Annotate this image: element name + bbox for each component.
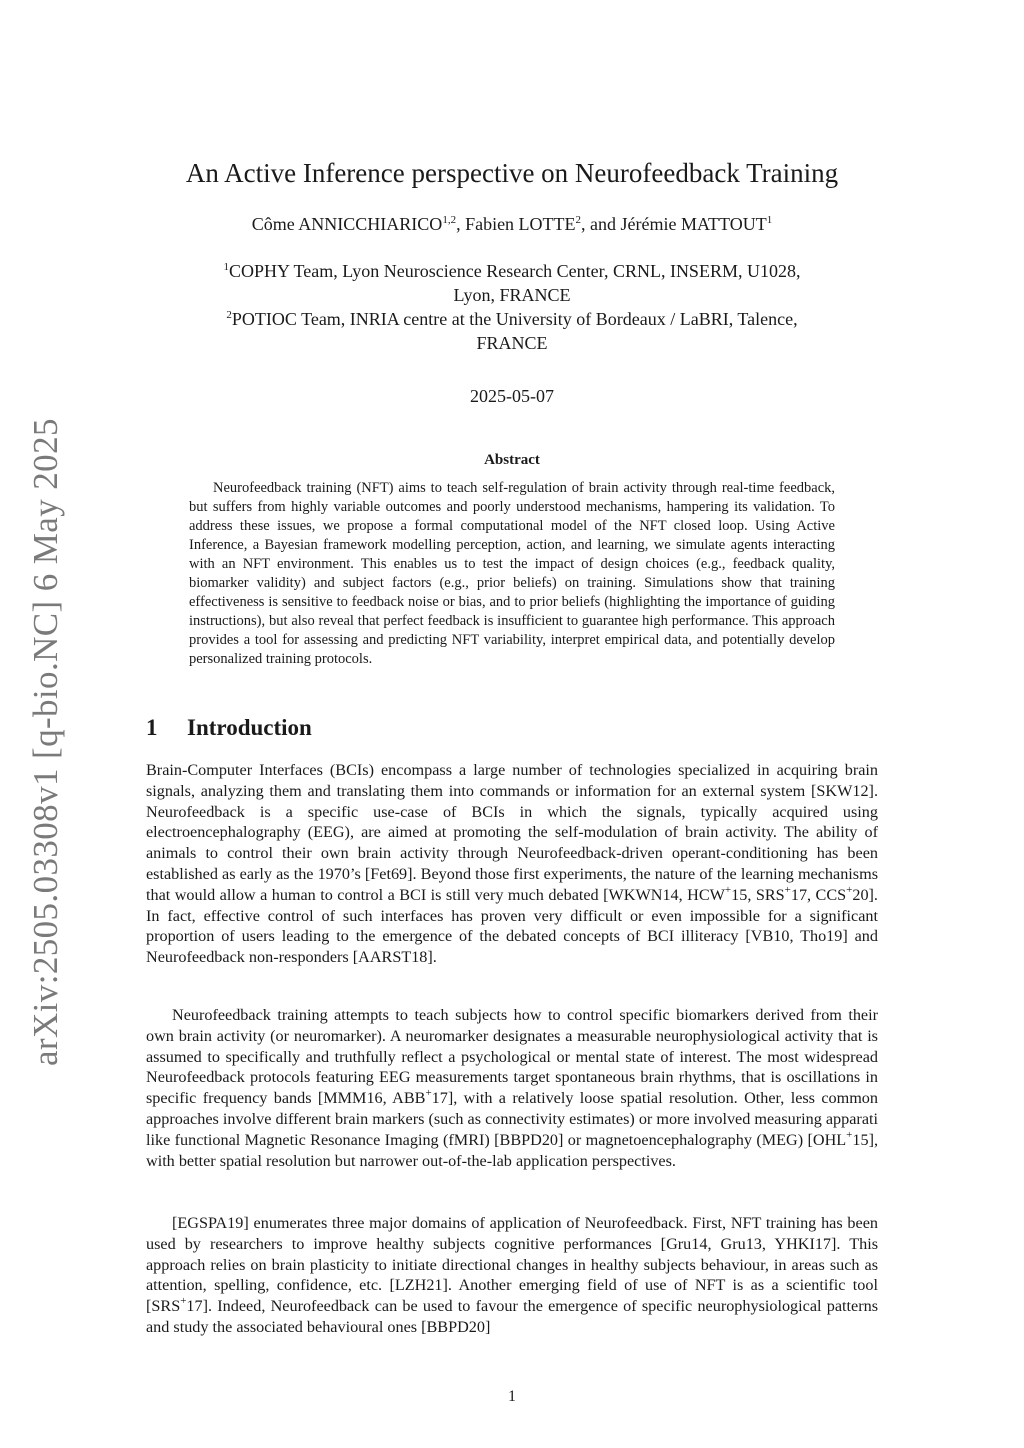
- affiliation-line: [0, 307, 1024, 331]
- author-name: Côme ANNICCHIARICO: [251, 214, 443, 234]
- paragraph-text: 17, CCS: [790, 885, 847, 904]
- affiliation-text: POTIOC Team, INRIA centre at the University of Bordeaux / LaBRI, Talence,: [231, 309, 798, 329]
- paragraph-text: 17], with a relatively loose spatial resolution. Other, less common approaches involve different brain markers (such as connectivity estimates) or more involved measuring apparati like functional Magnetic Resonance Imaging (fMRI) [BBPD20] or magnetoencephalography (MEG) [OHL: [146, 1089, 878, 1149]
- paragraph-text: 15], with better spatial resolution but narrower out-of-the-lab application perspectives.: [146, 1130, 878, 1170]
- affiliation-line: FRANCE: [476, 333, 548, 353]
- affiliation-marker: 1: [223, 261, 230, 273]
- affiliation-marker: 2: [226, 309, 232, 321]
- paragraph-text: 15, SRS: [731, 885, 785, 904]
- author-affiliation-marker: 1: [766, 214, 773, 226]
- author-list: [0, 214, 1024, 235]
- affiliation-line: [0, 259, 1024, 283]
- affiliation-text: COPHY Team, Lyon Neuroscience Research Center, CRNL, INSERM, U1028,: [229, 261, 801, 281]
- paragraph-text: 17]. Indeed, Neurofeedback can be used to favour the emergence of specific neurophysiological patterns and study the associated behavioural ones [BBPD20]: [146, 1297, 878, 1336]
- paper-title: An Active Inference perspective on Neurofeedback Training: [185, 158, 839, 188]
- author-separator: ,: [456, 214, 466, 234]
- section-title: Introduction: [187, 715, 312, 740]
- abstract-text: Neurofeedback training (NFT) aims to teach self-regulation of brain activity through real-time feedback, but suffers from highly variable outcomes and poorly understood mechanisms, hampering its validation. To address these issues, we propose a formal computational model of the NFT closed loop. Using Active Inference, a Bayesian framework modelling perception, action, and learning, we simulate agents interacting with an NFT environment. This enables us to test the impact of design choices (e.g., feedback quality, biomarker validity) and subject factors (e.g., prior beliefs) on training. Simulations show that training effectiveness is sensitive to feedback noise or bias, and to prior beliefs (highlighting the importance of guiding instructions), but also reveal that perfect feedback is insufficient to guarantee high performance. This approach provides a tool for assessing and predicting NFT variability, interpret empirical data, and potentially develop personalized training protocols.: [189, 480, 835, 667]
- section-heading: [146, 715, 312, 741]
- citation-superscript: +: [846, 1128, 853, 1141]
- author-name: Fabien LOTTE: [465, 214, 576, 234]
- section-number: 1: [146, 715, 158, 740]
- affiliation-1: [0, 259, 1024, 307]
- affiliation-line: Lyon, FRANCE: [453, 285, 571, 305]
- paragraph-text: 20]. In fact, effective control of such interfaces has proven very difficult or even impossible for a significant proportion of users leading to the emergence of the debated concepts of BCI illiteracy [VB10, Tho19] and Neurofeedback non-responders [AARST18].: [146, 885, 878, 967]
- citation-superscript: +: [784, 883, 791, 896]
- author-separator: , and: [581, 214, 621, 234]
- citation-superscript: +: [180, 1295, 187, 1308]
- abstract-heading: Abstract: [484, 452, 540, 468]
- body-paragraph-2: [146, 1005, 878, 1171]
- citation-superscript: +: [846, 883, 853, 896]
- citation-superscript: +: [425, 1087, 432, 1100]
- paragraph-text: [EGSPA19] enumerates three major domains of application of Neurofeedback. First, NFT training has been used by researchers to improve healthy subjects cognitive performances [Gru14, Gru13, YHKI17]. This approach relies on brain plasticity to initiate directional changes in healthy subjects behaviour, in areas such as attention, spelling, confidence, etc. [LZH21]. Another emerging field of use of NFT is as a scientific tool [SRS: [146, 1214, 878, 1316]
- body-paragraph-1: [146, 760, 878, 968]
- arxiv-stamp[interactable]: arXiv:2505.03308v1 [q-bio.NC] 6 May 2025: [26, 418, 65, 1066]
- affiliation-2: [0, 307, 1024, 355]
- author-affiliation-marker: 1,2: [442, 214, 457, 226]
- paragraph-text: Neurofeedback training attempts to teach subjects how to control specific biomarkers derived from their own brain activity (or neuromarker). A neuromarker designates a measurable neurophysiological activity that is assumed to specifically and truthfully reflect a psychological or mental state of interest. The most widespread Neurofeedback protocols featuring EEG measurements target spontaneous brain rhythms, that is oscillations in specific frequency bands [MMM16, ABB: [146, 1006, 878, 1108]
- page-number: 1: [508, 1388, 516, 1405]
- body-paragraph-3: [146, 1213, 878, 1338]
- publication-date: 2025-05-07: [470, 386, 554, 406]
- author-name: Jérémie MATTOUT: [620, 214, 767, 234]
- citation-superscript: +: [724, 883, 732, 896]
- author-affiliation-marker: 2: [575, 214, 582, 226]
- paragraph-text: Brain-Computer Interfaces (BCIs) encompass a large number of technologies specialized in acquiring brain signals, analyzing them and translating them into commands or information for an external system [SKW12]. Neurofeedback is a specific use-case of BCIs in which the signals, typically acquired using electroencephalography (EEG), are aimed at promoting the self-modulation of brain activity. The ability of animals to control their own brain activity through Neurofeedback-driven operant-conditioning has been established as early as the 1970’s [Fet69]. Beyond those first experiments, the nature of the learning mechanisms that would allow a human to control a BCI is still very much debated [WKWN14, HCW: [146, 761, 878, 904]
